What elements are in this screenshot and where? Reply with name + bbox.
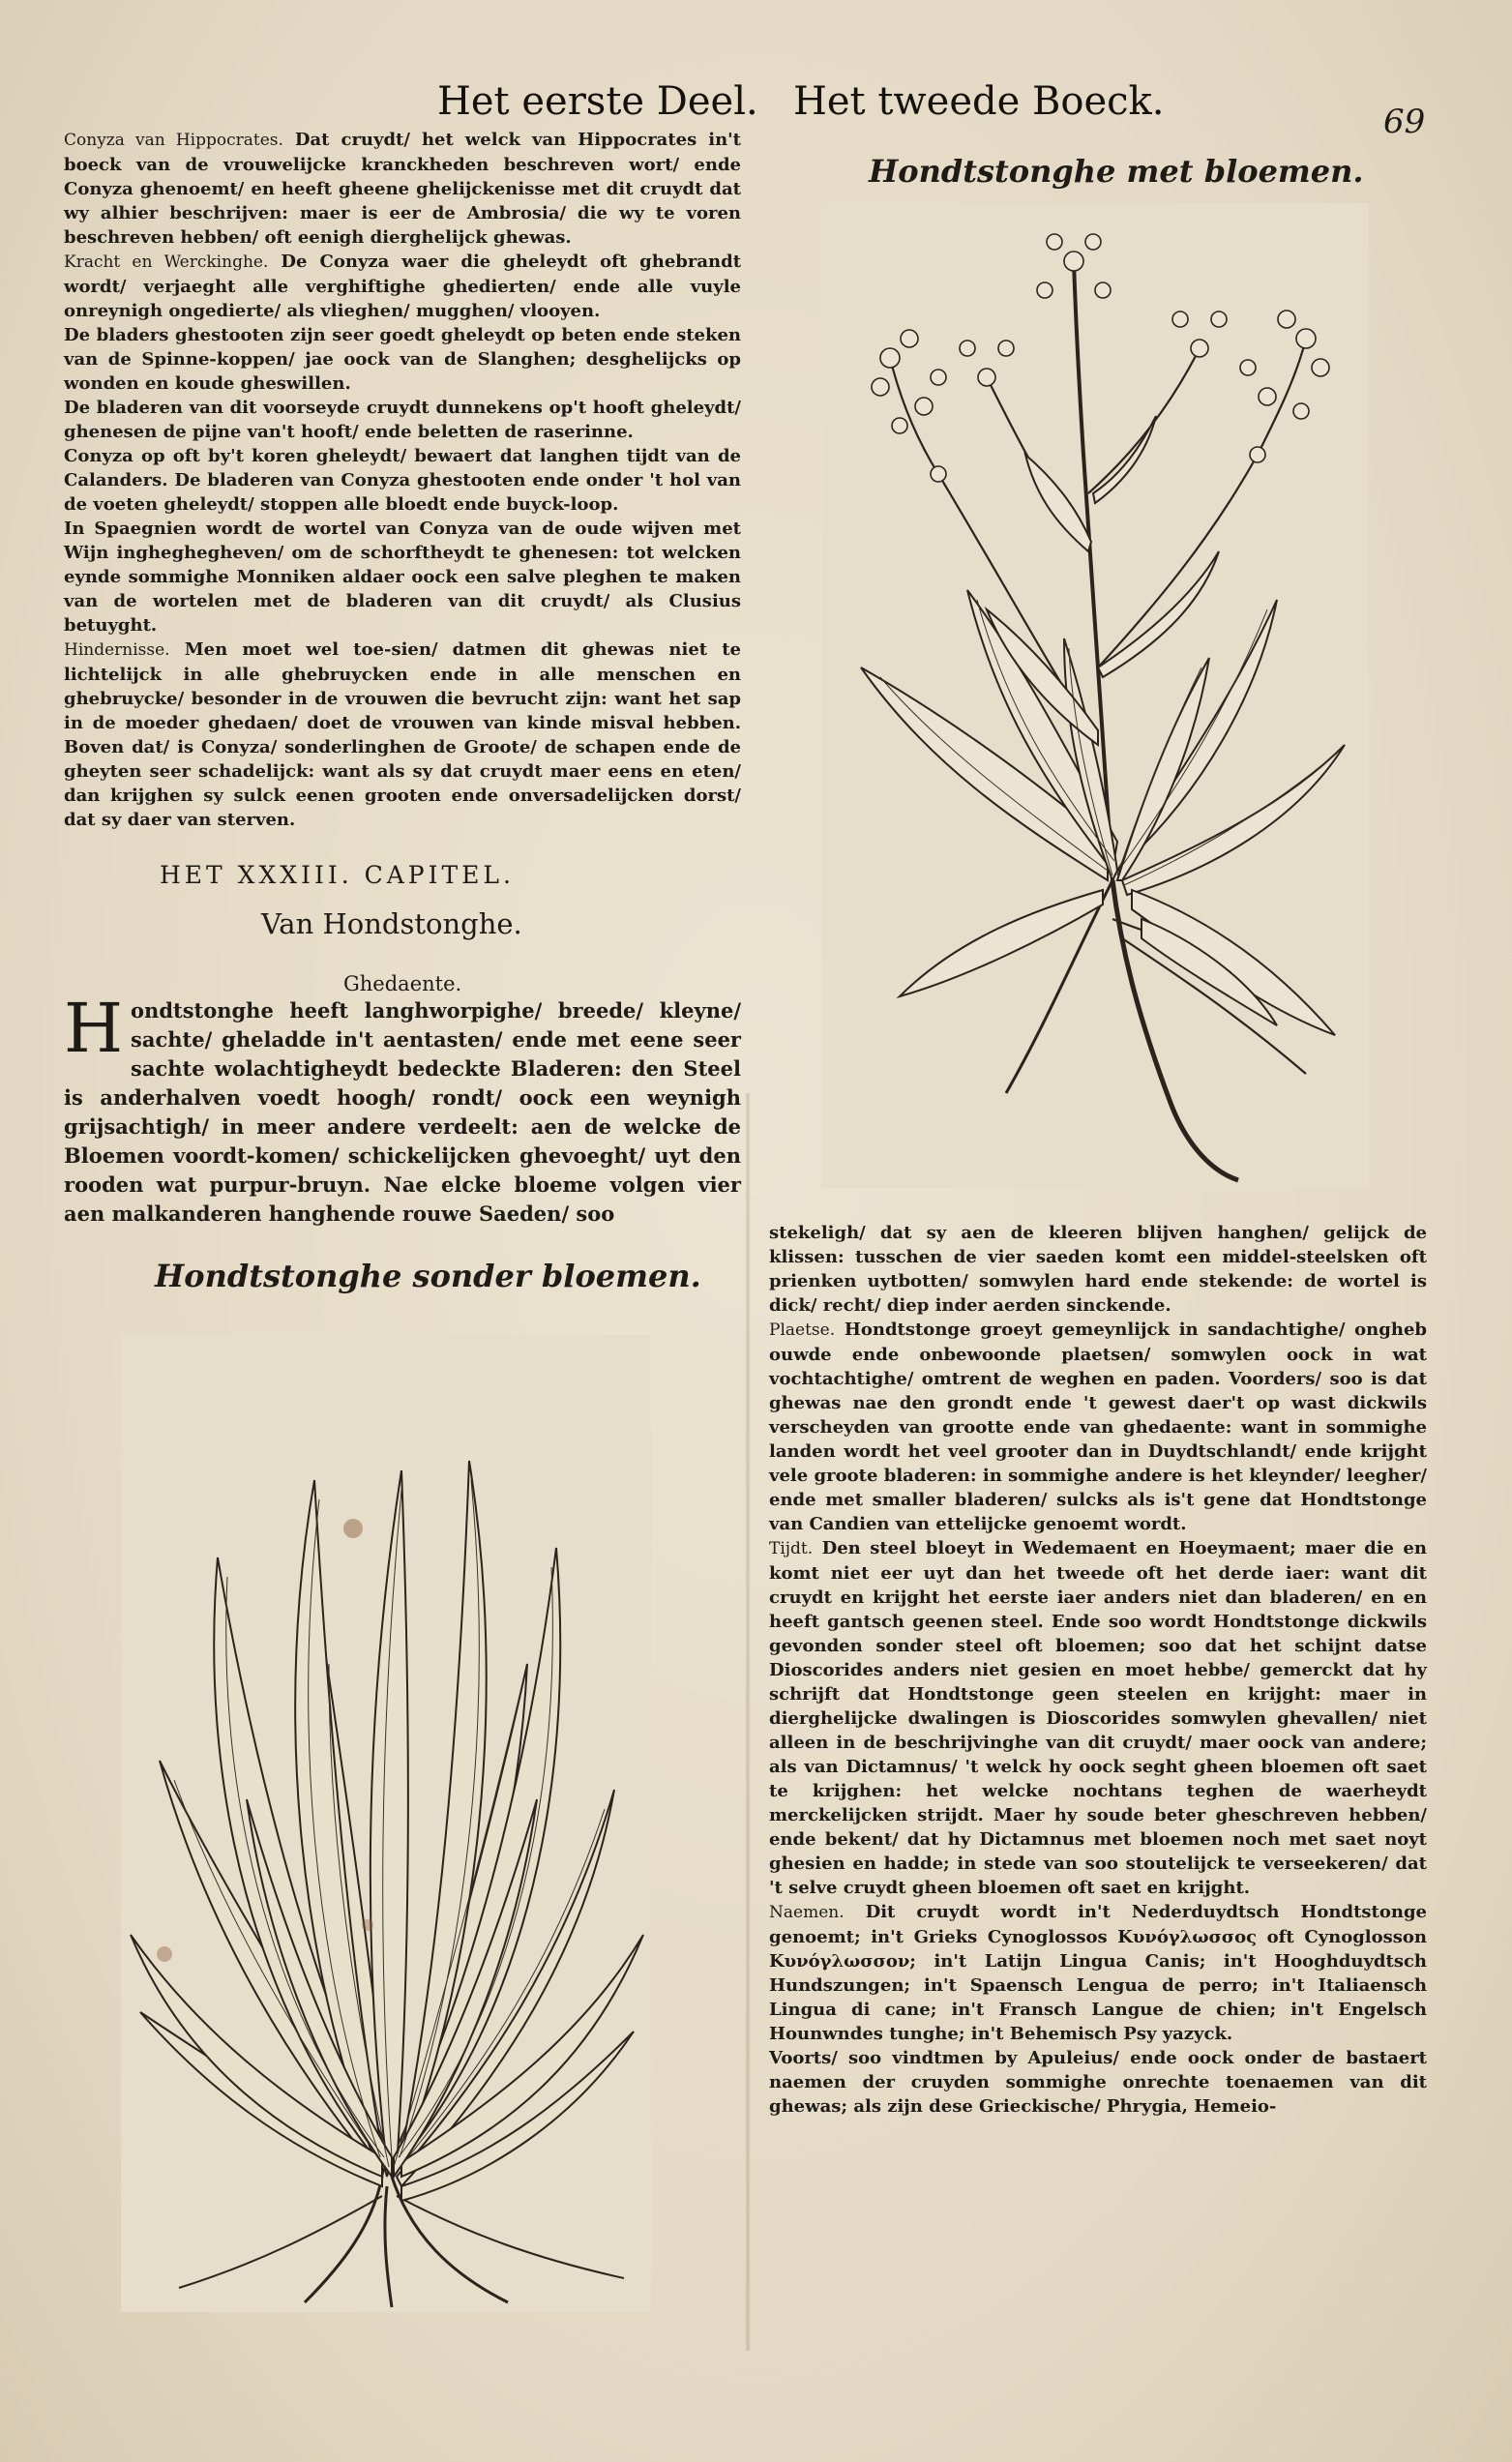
marginal-label: Conyza van Hippocrates. <box>64 131 283 150</box>
leafy-plant-drawing <box>121 1335 651 2312</box>
drop-cap: H <box>64 989 124 1068</box>
marginal-label: Kracht en Werckinghe. <box>64 252 269 272</box>
text-block <box>64 444 741 517</box>
chapter-heading: HET XXXIII. CAPITEL. <box>160 861 515 889</box>
woodcut-flowering-plant <box>822 203 1369 1188</box>
paragraph-text: Voorts/ soo vindtmen by Apuleius/ ende oock onder de bastaert naemen der cruyden sommighe onrechte toenaemen van dit ghewas; als zijn dese Grieckische/ Phrygia, Hemeio- <box>769 2048 1427 2117</box>
text-block <box>769 1318 1427 1536</box>
illustration-caption-leafy: Hondtstonghe sonder bloemen. <box>155 1258 701 1294</box>
paragraph-text: De bladeren van dit voorseyde cruydt dunnekens op't hooft gheleydt/ ghenesen de pijne van't hooft/ ende beletten de raserinne. <box>64 398 741 442</box>
chapter-title: Van Hondstonghe. <box>261 907 522 940</box>
chapter-intro-text <box>64 989 741 1229</box>
text-block <box>769 1900 1427 2046</box>
text-block <box>769 2046 1427 2119</box>
column-gutter <box>745 1093 751 2351</box>
text-block <box>769 1221 1427 1318</box>
intro-paragraph: ondtstonghe heeft langhworpighe/ breede/ kleyne/ sachte/ gheladde in't aentasten/ ende met eene seer sachte wolachtigheydt bedeckte Bladeren: den Steel is anderhalven voedt hoogh/ rondt/ oock een weynigh grijsachtigh/ in meer andere verdeelt: aen de welcke de Bloemen voordt-komen/ schickelijcken ghevoeght/ uyt den rooden wat purpur-bruyn. Nae elcke bloeme volgen vier aen malkanderen hanghende rouwe Saeden/ soo <box>64 998 741 1226</box>
paragraph-text: De Conyza waer die gheleydt oft ghebrandt wordt/ verjaeght alle verghiftighe ghedierten/ ende alle vuyle onreynigh ongedierte/ als vlieghen/ mugghen/ vlooyen. <box>64 252 742 321</box>
paragraph-text: Dit cruydt wordt in't Nederduydtsch Hondtstonge genoemt; in't Grieks Cynoglossos Κυνόγλωσσος oft Cynoglosson Κυνόγλωσσον; in't Latijn Lingua Canis; in't Hooghduydtsch Hundszungen; in't Spaensch Lengua de perro; in't Italiaensch Lingua di cane; in't Fransch Langue de chien; in't Engelsch Hounwndes tunghe; in't Behemisch Psy yazyck. <box>769 1902 1427 2044</box>
text-block <box>769 1536 1427 1900</box>
left-column-text <box>64 128 741 832</box>
running-header-right: Het tweede Boeck. <box>793 79 1165 124</box>
text-block <box>64 517 741 638</box>
flowering-plant-drawing <box>822 203 1369 1188</box>
right-column-text <box>769 1221 1427 2119</box>
paragraph-text: Dat cruydt/ het welck van Hippocrates in't boeck van de vrouwelijcke kranckheden beschreven wort/ ende Conyza ghenoemt/ en heeft gheene ghelijckenisse met dit cruydt dat wy alhier beschrijven: maer is eer de Ambrosia/ die wy te voren beschreven hebben/ oft eenigh dierghelijck ghewas. <box>64 130 741 248</box>
woodcut-leafy-plant <box>121 1335 651 2312</box>
text-block <box>64 638 741 832</box>
paragraph-text: Men moet wel toe-sien/ datmen dit ghewas niet te lichtelijck in alle ghebruycken ende in alle menschen en ghebruycke/ besonder in de vrouwen die bevrucht zijn: want het sap in de moeder ghedaen/ doet de vrouwen van kinde misval hebben. Boven dat/ is Conyza/ sonderlinghen de Groote/ de schapen ende de gheyten seer schadelijck: want als sy dat cruydt maer eens en eten/ dan krijghen sy sulck eenen grooten ende onversadelijcken dorst/ dat sy daer van sterven. <box>64 639 741 830</box>
paragraph-text: Den steel bloeyt in Wedemaent en Hoeymaent; maer die en komt niet eer uyt dan het tweede oft het derde iaer: want dit cruydt en krijght het eerste iaer anders niet dan bladeren/ en en heeft gantsch geenen steel. Ende soo wordt Hondtstonge dickwils gevonden sonder steel oft bloemen; soo dat het schijnt datse Dioscorides anders niet gesien en moet hebbe/ gemerckt dat hy schrijft dat Hondtstonge geen steelen en krijght: maer in dierghelijcke dwalingen is Dioscorides somwylen ghevallen/ niet alleen in de beschrijvinghe van dit cruydt/ maer oock van andere; als van Dictamnus/ 't welck hy oock seght gheen bloemen oft saet te krijghen: het welcke nochtans teghen de waerheydt merckelijcken strijdt. Maer hy soude beter gheschreven hebben/ ende bekent/ dat hy Dictamnus met bloemen noch met saet noyt ghesien en hadde; in stede van soo stoutelijck te verseekeren/ dat 't selve cruydt gheen bloemen oft saet en krijght. <box>769 1538 1427 1898</box>
marginal-label: Naemen. <box>769 1903 845 1922</box>
marginal-label: Tijdt. <box>769 1539 814 1558</box>
paragraph-text: Hondtstonge groeyt gemeynlijck in sandachtighe/ ongheb ouwde ende onbewoonde plaetsen/ somwylen oock in wat vochtachtighe/ omtrent de weghen en paden. Voorders/ soo is dat ghewas nae den grondt ende 't gewest daer't op wast dickwils verscheyden van grootte ende van ghedaente: want in sommighe landen wordt het veel grooter dan in Duydtschlandt/ ende krijght vele groote bladeren: in sommighe andere is het kleynder/ leegher/ ende met smaller bladeren/ sulcks als is't gene dat Hondtstonge van Candien van ettelijcke genoemt wordt. <box>769 1320 1427 1534</box>
paragraph-text: stekeligh/ dat sy aen de kleeren blijven hanghen/ gelijck de klissen: tusschen de vier saeden komt een middel-steelsken oft prienken uytbotten/ somwylen hard ende stekende: de wortel is dick/ recht/ diep inder aerden sinckende. <box>769 1223 1427 1316</box>
running-header-left: Het eerste Deel. <box>437 79 758 124</box>
illustration-caption-flowering: Hondtstonghe met bloemen. <box>869 153 1364 190</box>
marginal-label: Hindernisse. <box>64 640 170 660</box>
text-block <box>64 323 741 396</box>
paragraph-text: De bladers ghestooten zijn seer goedt gheleydt op beten ende steken van de Spinne-koppen/ jae oock van de Slanghen; desghelijcks op wonden en koude gheswillen. <box>64 325 741 394</box>
section-label: Ghedaente. <box>343 972 462 995</box>
text-block <box>64 396 741 444</box>
page-number: 69 <box>1383 103 1426 141</box>
text-block <box>64 250 741 323</box>
text-block <box>64 128 741 250</box>
paragraph-text: In Spaegnien wordt de wortel van Conyza van de oude wijven met Wijn ingheghegheven/ om de schorftheydt te ghenesen: tot welcken eynde sommighe Monniken aldaer oock een salve pleghen te maken van de wortelen met de bladeren van dit cruydt/ als Clusius betuyght. <box>64 519 741 636</box>
marginal-label: Plaetse. <box>769 1320 836 1340</box>
paragraph-text: Conyza op oft by't koren gheleydt/ bewaert dat langhen tijdt van de Calanders. De bladeren van Conyza ghestooten ende onder 't hol van de voeten gheleydt/ stoppen alle bloedt ende buyck-loop. <box>64 446 741 515</box>
